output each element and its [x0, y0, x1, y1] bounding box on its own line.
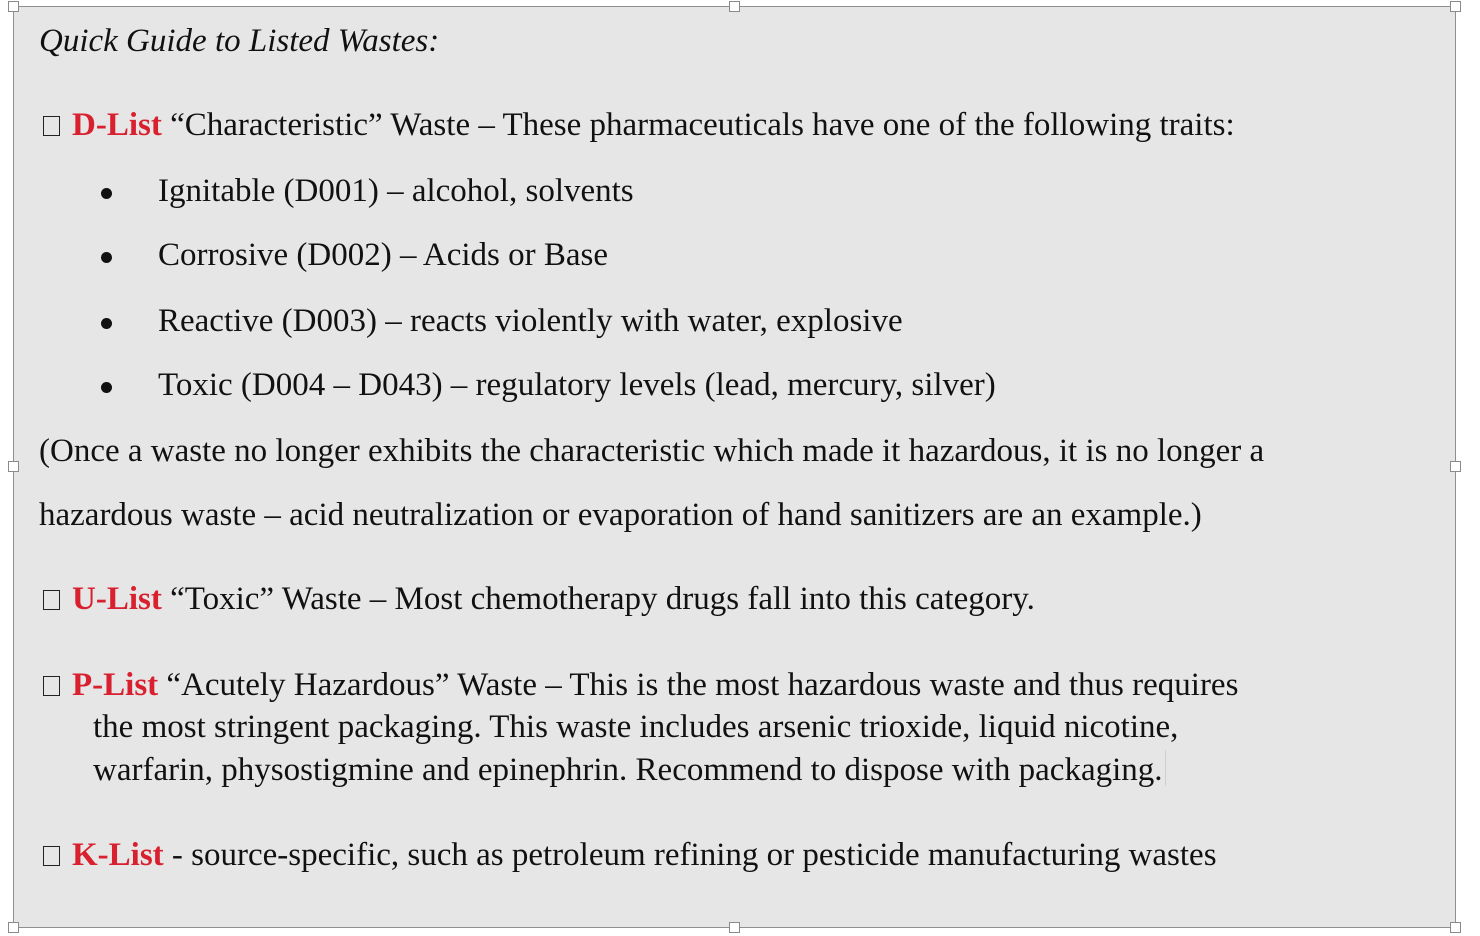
p-list-description-line-2: the most stringent packaging. This waste includes arsenic trioxide, liquid nicotine,	[93, 709, 1179, 745]
resize-handle-top-center[interactable]	[729, 1, 740, 12]
resize-handle-bottom-right[interactable]	[1450, 922, 1461, 933]
bullet-icon	[101, 318, 112, 329]
bullet-icon	[101, 382, 112, 393]
k-list-label: K-List	[72, 837, 164, 873]
k-list-checkbox[interactable]	[43, 846, 60, 866]
u-list-checkbox[interactable]	[43, 590, 60, 610]
d-list-note-line-2: hazardous waste – acid neutralization or evaporation of hand sanitizers are an example.)	[39, 497, 1202, 533]
resize-handle-middle-right[interactable]	[1450, 461, 1461, 472]
d-list-note-line-1: (Once a waste no longer exhibits the characteristic which made it hazardous, it is no longer a	[39, 433, 1265, 469]
bullet-icon	[101, 188, 112, 199]
d-list-heading	[39, 106, 1235, 144]
k-list-description: - source-specific, such as petroleum refining or pesticide manufacturing wastes	[163, 837, 1217, 873]
resize-handle-top-left[interactable]	[8, 1, 19, 12]
bullet-icon	[101, 252, 112, 263]
d-list-bullet-corrosive: Corrosive (D002) – Acids or Base	[158, 237, 609, 273]
resize-handle-top-right[interactable]	[1450, 1, 1461, 12]
p-list-description-line-1: “Acutely Hazardous” Waste – This is the most hazardous waste and thus requires	[158, 667, 1239, 703]
resize-handle-bottom-center[interactable]	[729, 922, 740, 933]
k-list-heading	[39, 836, 1217, 874]
u-list-heading	[39, 580, 1035, 618]
u-list-label: U-List	[72, 581, 162, 617]
u-list-description: “Toxic” Waste – Most chemotherapy drugs fall into this category.	[161, 581, 1035, 617]
d-list-bullet-ignitable: Ignitable (D001) – alcohol, solvents	[158, 173, 634, 209]
text-cursor	[1165, 750, 1166, 786]
text-box-content[interactable]	[14, 7, 1455, 927]
p-list-description-line-3: warfarin, physostigmine and epinephrin. Recommend to dispose with packaging.	[93, 752, 1163, 788]
d-list-bullet-toxic: Toxic (D004 – D043) – regulatory levels (lead, mercury, silver)	[158, 367, 996, 403]
d-list-checkbox[interactable]	[43, 116, 60, 136]
d-list-description: “Characteristic” Waste – These pharmaceuticals have one of the following traits:	[161, 107, 1235, 143]
p-list-heading	[39, 666, 1238, 704]
p-list-description-line-3-wrap	[93, 750, 1166, 789]
text-box[interactable]	[13, 6, 1456, 928]
d-list-bullet-reactive: Reactive (D003) – reacts violently with water, explosive	[158, 303, 903, 339]
p-list-checkbox[interactable]	[43, 676, 60, 696]
resize-handle-bottom-left[interactable]	[8, 922, 19, 933]
resize-handle-middle-left[interactable]	[8, 461, 19, 472]
p-list-label: P-List	[72, 667, 159, 703]
guide-title: Quick Guide to Listed Wastes:	[39, 23, 440, 59]
d-list-label: D-List	[72, 107, 162, 143]
